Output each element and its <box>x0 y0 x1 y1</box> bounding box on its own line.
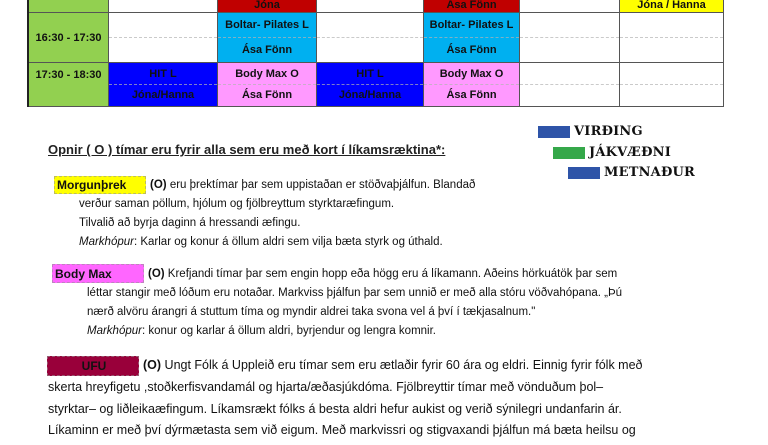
legend-item <box>553 145 671 160</box>
time-label: 17:30 - 18:30 <box>35 69 102 81</box>
label-text: UFU <box>81 359 107 373</box>
schedule-cell <box>520 63 620 107</box>
section-heading: Opnir ( O ) tímar eru fyrir alla sem eru með kort í líkamsræktina*: <box>48 142 446 157</box>
schedule-cell <box>317 63 424 107</box>
class-title: HIT L <box>356 67 384 80</box>
legend-swatch-icon <box>568 167 600 179</box>
para-line: Líkaminn er með því dýrmætasta sem við eigum. Með markvissri og stigvaxandi þjálfun má bæta heilsu og <box>48 423 636 437</box>
para-line: eru þrektímar þar sem uppistaðan er stöðvaþjálfun. Blandað <box>169 179 476 191</box>
schedule-cell <box>218 0 317 13</box>
para-line: skerta hreyfigetu ,stoðkerfisvandamál og hjarta/æðasjúkdóma. Fjölbreyttir tímar með vönduðum þol– <box>48 380 604 394</box>
instructor-name: Jóna/Hanna <box>131 89 195 102</box>
schedule-cell <box>317 13 424 63</box>
class-title: Body Max O <box>439 67 504 80</box>
schedule-cell <box>218 13 317 63</box>
instructor-name: Jóna / Hanna <box>637 0 706 11</box>
instructor-name: Ása Fönn <box>446 89 497 102</box>
target-text: : konur og karlar á öllum aldri, byrjendur og lengra komnir. <box>141 325 436 337</box>
open-tag: (O) <box>150 179 167 191</box>
open-tag: (O) <box>148 268 165 280</box>
legend-item <box>538 124 643 139</box>
target-label: Markhópur <box>87 325 142 337</box>
target-line <box>79 233 443 252</box>
time-cell-top <box>29 0 109 13</box>
para-line: styrktar– og liðleikaæfingum. Líkamsrækt fólks á besta aldri hefur aukist og verið sýnilegri undanfarin ár. <box>48 401 622 416</box>
para-line: léttar stangir með lóðum eru notaðar. Markviss þjálfun þar sem unnið er með alla stóru vöðvahópana. „Þú <box>87 287 623 299</box>
paragraph-bodymax <box>148 265 617 284</box>
schedule-cell <box>620 63 724 107</box>
instructor-name: Ása Fönn <box>241 89 293 102</box>
target-label: Markhópur <box>79 236 134 248</box>
target-text: : Karlar og konur á öllum aldri sem vilja bæta styrk og úthald. <box>133 236 443 248</box>
time-cell <box>29 63 109 107</box>
schedule-table <box>27 0 724 107</box>
para-line: Ungt Fólk á Uppleið eru tímar sem eru ætlaðir fyrir 60 ára og eldri. Einnig fyrir fólk með <box>161 358 643 372</box>
instructor-name: Ása Fönn <box>446 43 497 56</box>
para-line: nærð alvöru árangri á stuttum tíma og myndir aldrei taka svona vel á því í tækjasalnum." <box>87 306 536 318</box>
schedule-cell <box>109 13 218 63</box>
instructor-name: Jóna/Hanna <box>338 89 402 102</box>
legend-label: JÁKVÆÐNI <box>589 145 671 160</box>
instructor-name: Jóna <box>254 0 280 11</box>
para-line: Tilvalið að byrja daginn á hressandi æfingu. <box>79 217 301 229</box>
schedule-cell <box>218 63 317 107</box>
paragraph-bodymax-cont <box>87 284 622 341</box>
schedule-cell <box>520 13 620 63</box>
class-title: HIT L <box>149 67 177 80</box>
legend-label: METNAÐUR <box>604 165 696 180</box>
legend-swatch-icon <box>553 147 585 159</box>
schedule-cell <box>424 63 520 107</box>
schedule-cell <box>424 0 520 13</box>
label-text: Morgunþrek <box>57 178 127 192</box>
schedule-cell <box>424 13 520 63</box>
paragraph-morgunthrek-cont <box>79 195 443 252</box>
para-line: Krefjandi tímar þar sem engin hopp eða högg eru á líkamann. Aðeins hörkuátök þar sem <box>164 268 618 280</box>
schedule-cell <box>317 0 424 13</box>
class-title: Body Max O <box>235 67 299 80</box>
class-label-morgunthrek <box>54 176 146 194</box>
label-text: Body Max <box>55 266 112 281</box>
instructor-name: Ása Fönn <box>241 43 293 56</box>
instructor-name: Ása Fönn <box>446 0 497 11</box>
para-line: verður saman pöllum, hjólum og fjölbreyttum styrktaræfingum. <box>79 198 395 210</box>
class-label-bodymax <box>52 264 144 283</box>
legend-item <box>568 165 695 180</box>
legend-swatch-icon <box>538 126 570 138</box>
paragraph-ufu-cont <box>48 377 636 442</box>
class-title: Boltar- Pilates L <box>225 19 309 32</box>
open-tag: (O) <box>143 358 162 372</box>
schedule-cell <box>620 0 724 13</box>
schedule-cell <box>109 63 218 107</box>
target-line <box>87 322 622 341</box>
schedule-cell <box>109 0 218 13</box>
paragraph-ufu <box>143 355 643 377</box>
class-label-ufu <box>47 356 139 376</box>
time-cell <box>29 13 109 63</box>
schedule-cell <box>520 0 620 13</box>
schedule-cell <box>620 13 724 63</box>
legend-label: VIRÐING <box>574 124 643 139</box>
time-label: 16:30 - 17:30 <box>35 31 102 44</box>
class-title: Boltar- Pilates L <box>429 19 514 32</box>
paragraph-morgunthrek <box>150 176 475 195</box>
